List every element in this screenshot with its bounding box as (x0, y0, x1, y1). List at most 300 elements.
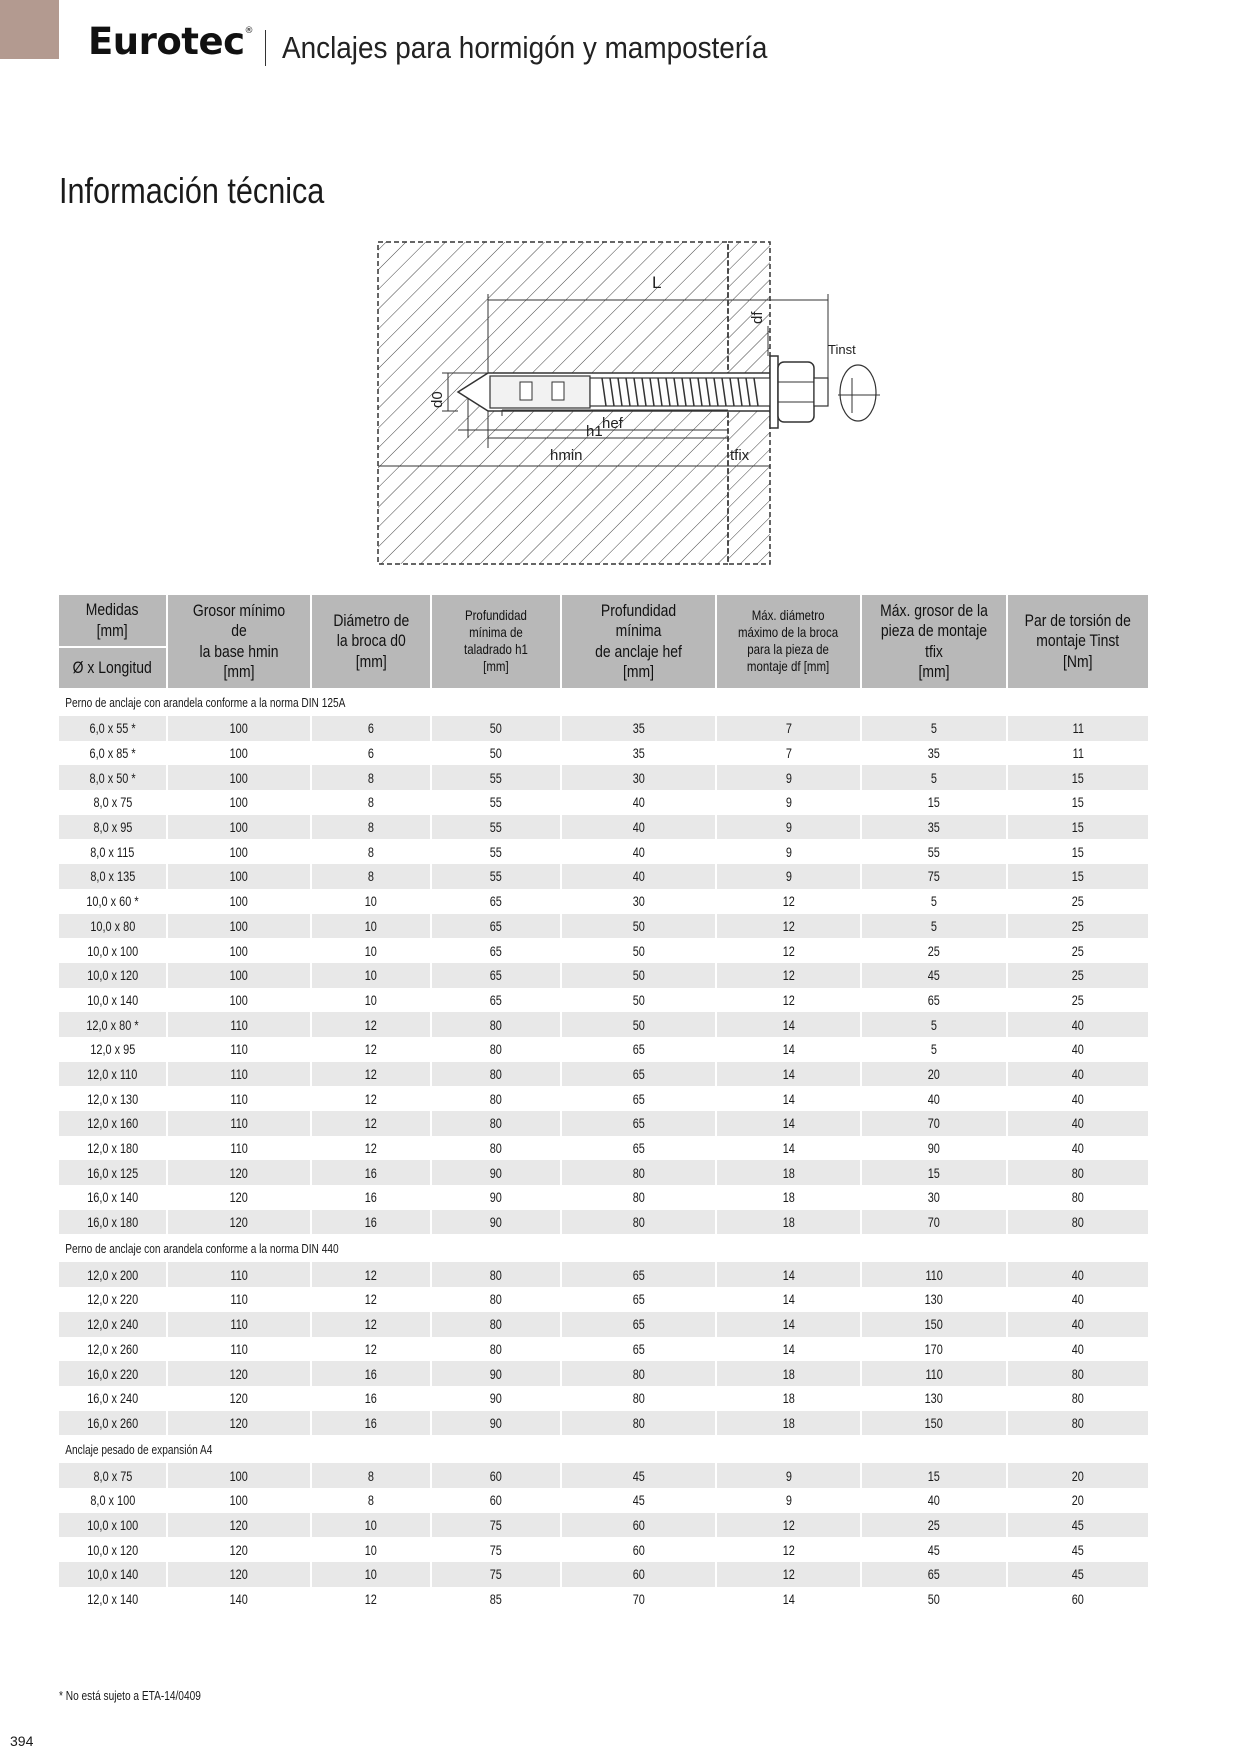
table-row (59, 889, 1148, 914)
table-cell: 25 (1008, 963, 1148, 988)
table-cell: 120 (168, 1160, 312, 1185)
table-cell: 15 (1008, 864, 1148, 889)
table-cell: 40 (562, 790, 717, 815)
table-cell: 50 (562, 914, 717, 939)
table-cell: 80 (1008, 1210, 1148, 1235)
table-cell: 10 (312, 889, 432, 914)
table-cell: 35 (862, 741, 1008, 766)
table-cell: 110 (862, 1361, 1008, 1386)
table-cell: 16 (312, 1386, 432, 1411)
table-cell: 65 (432, 938, 562, 963)
table-row (59, 963, 1148, 988)
label-do: d0 (429, 391, 446, 408)
anchor-sleeve (490, 376, 590, 408)
table-cell: 40 (1008, 1111, 1148, 1136)
table-cell: 65 (562, 1062, 717, 1087)
table-cell: 8,0 x 115 (59, 839, 168, 864)
table-cell: 12 (312, 1262, 432, 1287)
table-row (59, 1111, 1148, 1136)
table-cell: 120 (168, 1185, 312, 1210)
table-cell: 14 (717, 1136, 862, 1161)
table-cell: 10,0 x 120 (59, 963, 168, 988)
table-cell: 15 (862, 1160, 1008, 1185)
torque-symbol (840, 365, 876, 421)
table-cell: 40 (1008, 1062, 1148, 1087)
label-hmin: hmin (550, 447, 583, 464)
table-cell: 80 (562, 1411, 717, 1436)
col-header-tinst: Par de torsión de montaje Tinst [Nm] (1008, 595, 1148, 688)
table-cell: 65 (562, 1337, 717, 1362)
table-cell: 12,0 x 180 (59, 1136, 168, 1161)
table-cell: 16 (312, 1411, 432, 1436)
table-cell: 18 (717, 1210, 862, 1235)
table-cell: 12 (312, 1287, 432, 1312)
table-cell: 140 (168, 1587, 312, 1612)
table-cell: 45 (562, 1488, 717, 1513)
table-row (59, 1287, 1148, 1312)
table-cell: 25 (1008, 914, 1148, 939)
washer (770, 356, 778, 428)
table-cell: 80 (1071, 1189, 1085, 1206)
table-row (59, 864, 1148, 889)
table-cell: 70 (862, 1210, 1008, 1235)
table-cell: 10,0 x 100 (59, 938, 168, 963)
table-cell: 25 (1071, 893, 1085, 910)
table-cell: 150 (862, 1411, 1008, 1436)
table-cell: 12,0 x 110 (59, 1062, 168, 1087)
table-cell: 90 (432, 1210, 562, 1235)
table-cell: 80 (432, 1136, 562, 1161)
table-cell: 80 (1071, 1390, 1085, 1407)
table-cell: 80 (432, 1337, 562, 1362)
table-cell: 110 (168, 1037, 312, 1062)
table-cell: 40 (862, 1086, 1008, 1111)
table-cell: 70 (562, 1587, 717, 1612)
col-header-hef: Profundidad mínima de anclaje hef [mm] (562, 595, 717, 688)
table-cell: 10 (312, 938, 432, 963)
table-cell: 16,0 x 220 (59, 1361, 168, 1386)
table-cell: 100 (168, 1488, 312, 1513)
table-cell: 16 (312, 1210, 432, 1235)
table-cell: 80 (562, 1210, 717, 1235)
table-cell: 10,0 x 140 (59, 1562, 168, 1587)
table-cell: 10 (312, 1562, 432, 1587)
table-cell: 80 (562, 1185, 717, 1210)
table-cell: 16 (312, 1361, 432, 1386)
header-divider (265, 30, 266, 66)
table-cell: 35 (562, 716, 717, 741)
table-row (59, 1262, 1148, 1287)
table-cell: 14 (717, 1012, 862, 1037)
table-row (59, 1361, 1148, 1386)
table-cell: 18 (717, 1160, 862, 1185)
section-title: Información técnica (59, 170, 325, 211)
table-cell: 12 (312, 1086, 432, 1111)
table-cell: 10 (312, 988, 432, 1013)
table-cell: 65 (562, 1037, 717, 1062)
table-cell: 16,0 x 260 (59, 1411, 168, 1436)
table-cell: 150 (862, 1312, 1008, 1337)
table-cell: 40 (1071, 1140, 1085, 1157)
table-cell: 12 (312, 1062, 432, 1087)
table-cell: 60 (562, 1562, 717, 1587)
table-cell: 20 (862, 1062, 1008, 1087)
table-cell: 14 (717, 1337, 862, 1362)
table-row (59, 1185, 1148, 1210)
table-row (59, 1312, 1148, 1337)
table-cell: 10 (312, 1513, 432, 1538)
table-cell: 65 (862, 1562, 1008, 1587)
table-cell: 90 (432, 1185, 562, 1210)
table-cell: 65 (432, 914, 562, 939)
table-cell: 90 (432, 1411, 562, 1436)
table-cell: 80 (1008, 1160, 1148, 1185)
group-header-row (59, 1234, 1148, 1262)
table-cell: 10,0 x 80 (59, 914, 168, 939)
table-cell: 8 (312, 790, 432, 815)
table-cell: 12 (312, 1037, 432, 1062)
table-cell: 65 (432, 889, 562, 914)
table-cell: 15 (862, 790, 1008, 815)
table-cell: 12,0 x 80 * (59, 1012, 168, 1037)
table-cell: 8 (312, 815, 432, 840)
label-hef: hef (602, 415, 623, 432)
table-cell: 8,0 x 50 * (59, 765, 168, 790)
table-cell: 110 (168, 1287, 312, 1312)
table-cell: 8 (312, 765, 432, 790)
table-cell: 110 (168, 1312, 312, 1337)
table-cell: 90 (432, 1361, 562, 1386)
table-cell: 11 (1072, 745, 1084, 762)
table-cell: 12 (312, 1111, 432, 1136)
table-cell: 12 (717, 1562, 862, 1587)
table-cell: 80 (562, 1386, 717, 1411)
page-number: 394 (10, 1733, 34, 1749)
table-cell: 20 (1071, 1492, 1085, 1509)
table-cell: 25 (1071, 942, 1085, 959)
table-cell: 90 (432, 1386, 562, 1411)
table-cell: 14 (717, 1111, 862, 1136)
table-cell: 25 (862, 938, 1008, 963)
table-cell: 45 (862, 1537, 1008, 1562)
header-title: Anclajes para hormigón y mampostería (282, 30, 768, 65)
table-cell: 100 (168, 839, 312, 864)
table-cell: 40 (862, 1488, 1008, 1513)
group-header-row (59, 688, 1148, 716)
table-cell: 65 (562, 1262, 717, 1287)
table-cell: 8,0 x 100 (59, 1488, 168, 1513)
table-cell: 6,0 x 85 * (59, 741, 168, 766)
table-cell: 65 (862, 988, 1008, 1013)
table-cell: 80 (432, 1111, 562, 1136)
col-header-d0: Diámetro de la broca d0 [mm] (312, 595, 432, 688)
table-row (59, 1086, 1148, 1111)
table-cell: 40 (562, 864, 717, 889)
table-cell: 65 (562, 1136, 717, 1161)
table-cell: 12 (717, 963, 862, 988)
table-cell: 40 (1008, 1012, 1148, 1037)
table-cell: 110 (168, 1012, 312, 1037)
table-row (59, 1337, 1148, 1362)
table-row (59, 1463, 1148, 1488)
table-row (59, 815, 1148, 840)
table-cell: 50 (562, 1012, 717, 1037)
table-cell: 100 (168, 889, 312, 914)
footnote: * No está sujeto a ETA-14/0409 (59, 1688, 201, 1703)
table-cell: 9 (717, 815, 862, 840)
table-cell: 110 (168, 1262, 312, 1287)
table-cell: 120 (168, 1513, 312, 1538)
table-cell: 60 (432, 1463, 562, 1488)
label-tinst: Tinst (828, 342, 856, 357)
col-header-h1: Profundidad mínima de taladrado h1 [mm] (432, 595, 562, 688)
table-cell: 45 (1071, 1541, 1085, 1558)
table-cell: 12 (312, 1337, 432, 1362)
table-row (59, 765, 1148, 790)
table-cell: 14 (717, 1287, 862, 1312)
table-cell: 12 (312, 1312, 432, 1337)
table-cell: 12 (312, 1012, 432, 1037)
table-cell: 15 (1008, 765, 1148, 790)
table-cell: 8,0 x 75 (59, 1463, 168, 1488)
table-cell: 18 (717, 1411, 862, 1436)
table-cell: 65 (562, 1111, 717, 1136)
table-cell: 110 (862, 1262, 1008, 1287)
table-cell: 8,0 x 75 (59, 790, 168, 815)
table-cell: 110 (168, 1062, 312, 1087)
table-cell: 85 (432, 1587, 562, 1612)
table-cell: 9 (717, 1488, 862, 1513)
table-cell: 100 (168, 988, 312, 1013)
table-cell: 35 (562, 741, 717, 766)
table-cell: 55 (862, 839, 1008, 864)
table-cell: 80 (562, 1160, 717, 1185)
table-cell: 5 (862, 914, 1008, 939)
table-cell: 50 (432, 716, 562, 741)
table-cell: 6 (312, 716, 432, 741)
table-cell: 110 (168, 1337, 312, 1362)
table-cell: 10,0 x 140 (59, 988, 168, 1013)
table-cell: 6 (312, 741, 432, 766)
table-row (59, 1160, 1148, 1185)
table-cell: 100 (168, 765, 312, 790)
table-row (59, 1062, 1148, 1087)
table-cell: 16,0 x 140 (59, 1185, 168, 1210)
table-cell: 80 (432, 1287, 562, 1312)
table-cell: 25 (1071, 991, 1085, 1008)
table-cell: 120 (168, 1537, 312, 1562)
table-cell: 40 (1008, 1262, 1148, 1287)
table-cell: 16,0 x 180 (59, 1210, 168, 1235)
table-cell: 9 (717, 790, 862, 815)
table-cell: 100 (168, 1463, 312, 1488)
table-cell: 18 (717, 1185, 862, 1210)
table-row (59, 914, 1148, 939)
table-cell: 9 (717, 864, 862, 889)
table-cell: 10,0 x 100 (59, 1513, 168, 1538)
table-cell: 12,0 x 160 (59, 1111, 168, 1136)
col-header-tfix: Máx. grosor de la pieza de montaje tfix [mm] (862, 595, 1008, 688)
table-cell: 5 (862, 889, 1008, 914)
table-cell: 5 (862, 716, 1008, 741)
table-body (59, 688, 1148, 1611)
table-cell: 60 (562, 1537, 717, 1562)
table-cell: 12 (717, 1537, 862, 1562)
table-cell: 100 (168, 938, 312, 963)
table-cell: 18 (717, 1361, 862, 1386)
table-cell: 60 (562, 1513, 717, 1538)
table-cell: 12,0 x 200 (59, 1262, 168, 1287)
table-cell: 45 (1008, 1513, 1148, 1538)
table-row (59, 1136, 1148, 1161)
label-tfix: tfix (730, 447, 750, 464)
table-row (59, 1488, 1148, 1513)
table-cell: 5 (862, 1037, 1008, 1062)
table-cell: 30 (562, 889, 717, 914)
table-cell: 40 (1071, 1090, 1085, 1107)
table-cell: 100 (168, 741, 312, 766)
table-cell: 65 (562, 1086, 717, 1111)
table-cell: 55 (432, 765, 562, 790)
table-cell: 70 (862, 1111, 1008, 1136)
table-cell: 120 (168, 1386, 312, 1411)
table-cell: 16,0 x 125 (59, 1160, 168, 1185)
table-row (59, 1513, 1148, 1538)
table-cell: 30 (862, 1185, 1008, 1210)
table-cell: 8,0 x 135 (59, 864, 168, 889)
table-cell: 100 (168, 914, 312, 939)
table-row (59, 1386, 1148, 1411)
table-cell: 14 (717, 1262, 862, 1287)
table-cell: 5 (862, 1012, 1008, 1037)
table-cell: 80 (562, 1361, 717, 1386)
table-cell: 40 (1071, 1041, 1085, 1058)
table-cell: 80 (432, 1062, 562, 1087)
table-cell: 45 (862, 963, 1008, 988)
table-cell: 12,0 x 260 (59, 1337, 168, 1362)
table-row (59, 988, 1148, 1013)
col-header-size: Medidas [mm] Ø x Longitud (59, 595, 168, 688)
table-cell: 110 (168, 1086, 312, 1111)
table-row (59, 1012, 1148, 1037)
table-cell: 25 (862, 1513, 1008, 1538)
table-cell: 8,0 x 95 (59, 815, 168, 840)
table-cell: 8 (312, 864, 432, 889)
table-cell: 80 (1008, 1411, 1148, 1436)
table-cell: 18 (717, 1386, 862, 1411)
table-cell: 50 (862, 1587, 1008, 1612)
group-title: Perno de anclaje con arandela conforme a la norma DIN 125A (65, 694, 346, 710)
table-cell: 65 (562, 1312, 717, 1337)
table-cell: 75 (432, 1537, 562, 1562)
table-cell: 75 (432, 1562, 562, 1587)
table-cell: 120 (168, 1361, 312, 1386)
corner-tab (0, 0, 59, 59)
table-cell: 100 (168, 963, 312, 988)
table-cell: 40 (1071, 1340, 1085, 1357)
table-cell: 30 (562, 765, 717, 790)
table-cell: 120 (168, 1210, 312, 1235)
table-row (59, 938, 1148, 963)
table-cell: 55 (432, 815, 562, 840)
table-cell: 12 (312, 1587, 432, 1612)
table-cell: 55 (432, 790, 562, 815)
table-cell: 11 (1008, 716, 1148, 741)
table-cell: 12 (717, 938, 862, 963)
table-cell: 6,0 x 55 * (59, 716, 168, 741)
table-cell: 12,0 x 130 (59, 1086, 168, 1111)
table-cell: 40 (562, 839, 717, 864)
table-cell: 12,0 x 220 (59, 1287, 168, 1312)
table-row (59, 1037, 1148, 1062)
table-cell: 16 (312, 1160, 432, 1185)
table-row (59, 741, 1148, 766)
table-row (59, 716, 1148, 741)
table-cell: 40 (1008, 1312, 1148, 1337)
table-row (59, 839, 1148, 864)
table-cell: 12 (717, 1513, 862, 1538)
table-cell: 14 (717, 1587, 862, 1612)
table-row (59, 1411, 1148, 1436)
table-cell: 100 (168, 815, 312, 840)
table-cell: 12,0 x 240 (59, 1312, 168, 1337)
table-cell: 15 (1071, 794, 1085, 811)
table-cell: 80 (432, 1262, 562, 1287)
group-title: Anclaje pesado de expansión A4 (65, 1441, 213, 1457)
table-cell: 14 (717, 1086, 862, 1111)
table-row (59, 790, 1148, 815)
col-header-hmin: Grosor mínimo de la base hmin [mm] (168, 595, 312, 688)
table-cell: 60 (1071, 1591, 1085, 1608)
table-cell: 45 (1008, 1562, 1148, 1587)
table-cell: 50 (432, 741, 562, 766)
table-cell: 65 (562, 1287, 717, 1312)
table-cell: 10,0 x 60 * (59, 889, 168, 914)
table-cell: 100 (168, 864, 312, 889)
brand-logo: Eurotec® (88, 20, 253, 63)
table-cell: 75 (432, 1513, 562, 1538)
table-cell: 130 (862, 1386, 1008, 1411)
table-row (59, 1210, 1148, 1235)
table-cell: 80 (432, 1037, 562, 1062)
table-cell: 65 (432, 963, 562, 988)
table-cell: 50 (562, 963, 717, 988)
table-cell: 120 (168, 1562, 312, 1587)
table-cell: 9 (717, 839, 862, 864)
technical-table (59, 595, 1148, 1611)
table-cell: 100 (168, 716, 312, 741)
table-cell: 130 (862, 1287, 1008, 1312)
table-cell: 55 (432, 864, 562, 889)
table-cell: 12 (717, 988, 862, 1013)
table-cell: 5 (862, 765, 1008, 790)
group-title: Perno de anclaje con arandela conforme a la norma DIN 440 (65, 1240, 339, 1256)
table-cell: 10 (312, 914, 432, 939)
table-cell: 120 (168, 1411, 312, 1436)
table-cell: 8 (312, 839, 432, 864)
table-row (59, 1587, 1148, 1612)
table-cell: 110 (168, 1136, 312, 1161)
table-cell: 12 (717, 914, 862, 939)
group-header-row (59, 1435, 1148, 1463)
table-cell: 14 (717, 1312, 862, 1337)
table-cell: 75 (862, 864, 1008, 889)
table-cell: 12 (312, 1136, 432, 1161)
table-cell: 10 (312, 1537, 432, 1562)
table-cell: 9 (717, 1463, 862, 1488)
table-cell: 12,0 x 140 (59, 1587, 168, 1612)
table-cell: 100 (168, 790, 312, 815)
